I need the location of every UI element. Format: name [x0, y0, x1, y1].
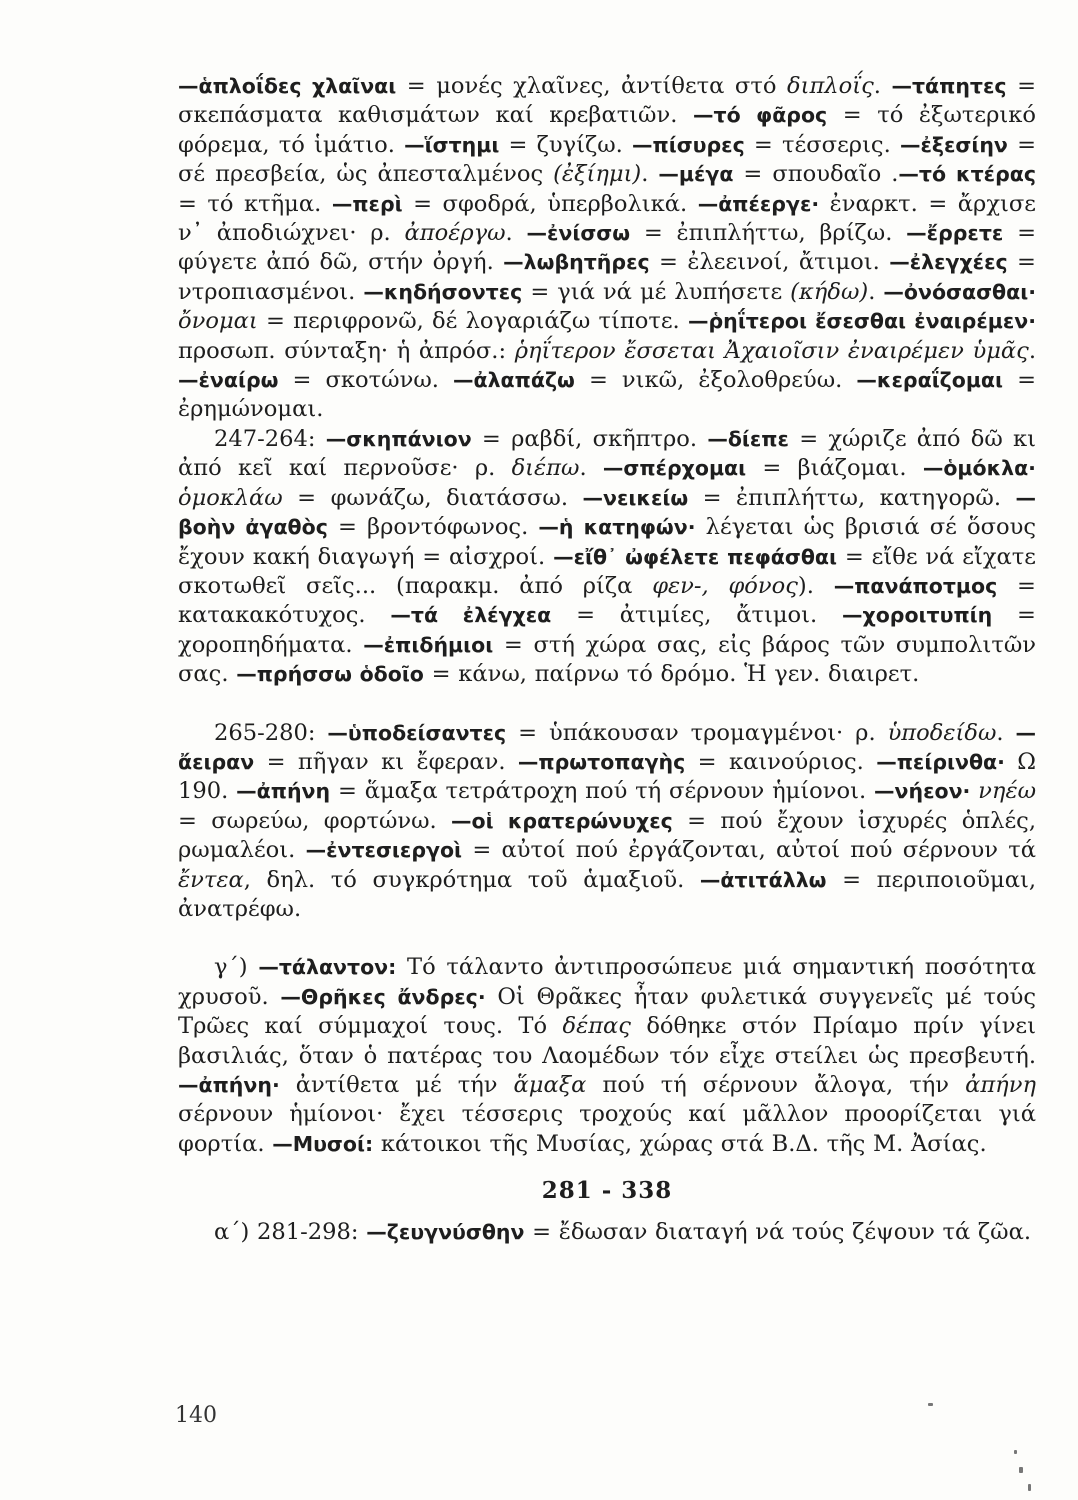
text-run: = στή χώρα σας, εἰς βάρος τῶν συμπολιτῶν σας. [178, 631, 1036, 688]
text-run: Ω 190. [178, 748, 1036, 805]
headword: —σκηπάνιον [325, 426, 472, 451]
italic-form: ἅμαξα [513, 1072, 587, 1098]
headword: —ἐπιδήμιοι [363, 632, 494, 657]
text-run: Οἱ Θρᾶκες ἦταν φυλετικά συγγενεῖς μέ τούς Τρῶες καί σύμμαχοί τους. Τό [178, 983, 1036, 1040]
headword: —ὑποδείσαντες [327, 720, 507, 745]
text-run: . [579, 455, 603, 482]
italic-form: ἔντεα [178, 866, 244, 893]
text-run: = σέ πρεσβεία, ὡς ἀπεσταλμένος [178, 131, 1037, 188]
headword: —δίεπε [707, 426, 789, 451]
text-run: = σφοδρά, ὑπερβολικά. [402, 190, 698, 217]
headword: —ἵστημι [404, 132, 500, 157]
headword: —ἡ κατηφών· [538, 515, 696, 540]
text-run: = κατακακότυχος. [178, 572, 1036, 629]
text-run: ). [797, 572, 834, 599]
headword: —ἐξεσίην [899, 132, 1008, 157]
text-run: = τό κτῆμα. [178, 190, 332, 217]
section-heading: 281 - 338 [541, 1177, 673, 1205]
text-run: = φύγετε ἀπό δῶ, στήν ὀργή. [178, 220, 1036, 276]
text-run [970, 778, 978, 804]
text-run: = χώριζε ἀπό δῶ κι ἀπό κεῖ καί περνοῦσε· ρ. [178, 425, 1037, 482]
scan-speck [1019, 1467, 1023, 1473]
headword: —ῥηΐτεροι ἔσεσθαι ἐναιρέμεν· [687, 309, 1036, 334]
text-run: = σωρεύω, φορτώνω. [178, 807, 452, 834]
text-run: = χοροπηδήματα. [178, 602, 1036, 658]
text-run: = πῆγαν κι ἔφεραν. [254, 748, 518, 775]
headword: —ἄειραν [178, 720, 1036, 774]
text-run: δόθηκε στόν Πρίαμο πρίν γίνει βασιλιάς, ὅταν ὁ πατέρας του Λαομέδων τόν εἶχε στείλει ὡς πρεσβευτή. [178, 1013, 1036, 1069]
text-run: = αὐτοί πού ἐργάζονται, αὐτοί πού σέρνουν τά [462, 837, 1036, 864]
text-run: = ἐρημώνομαι. [178, 367, 1036, 423]
text-run: πού τή σέρνουν ἄλογα, τήν [586, 1072, 966, 1098]
text-run: = καινούριος. [685, 748, 877, 775]
headword: —ἀπήνη· [178, 1073, 280, 1097]
headword: —πίσυρες [632, 132, 745, 157]
headword: —τάπητες [891, 74, 1007, 98]
text-run: = ζυγίζω. [499, 131, 632, 158]
headword: —ἁπλοΐδες χλαῖναι [178, 74, 397, 98]
text-run: . [505, 220, 527, 247]
text-run: = γιά νά μέ λυπήσετε [522, 278, 791, 305]
text-run: = ἔδωσαν διαταγή νά τούς ζέψουν τά ζῶα. [524, 1219, 1032, 1246]
headword: —κεραΐζομαι [856, 368, 1003, 393]
text-run: . [641, 161, 659, 188]
italic-form: νηέω [978, 778, 1036, 805]
text-run: = ἐλεεινοί, ἄτιμοι. [649, 249, 890, 276]
text-run: = ἅμαξα τετράτροχη πού τή σέρνουν ἡμίονοι. [330, 778, 875, 805]
text-run: = εἴθε νά εἴχατε σκοτωθεῖ σεῖς... (παρακμ. ἀπό ρίζα [178, 543, 1036, 599]
text-run: α΄) 281-298: [214, 1219, 367, 1246]
paragraph-note-gamma [178, 953, 1036, 1159]
text-run: = ὑπάκουσαν τρομαγμένοι· ρ. [506, 719, 888, 746]
text-run: = σκεπάσματα καθισμάτων καί κρεβατιῶν. [178, 73, 1037, 129]
italic-form: (ἐξίημι) [553, 161, 642, 188]
italic-form: (κήδω) [790, 278, 869, 305]
headword: —νεικείω [582, 485, 689, 510]
paragraph-glossary-1 [178, 72, 1036, 425]
headword: —λωβητῆρες [503, 250, 650, 275]
text-run: = φωνάζω, διατάσσω. [282, 484, 583, 511]
headword: —τά ἐλέγχεα [390, 603, 552, 628]
text-run: Τό τάλαντο ἀντιπροσώπευε μιά σημαντική ποσότητα χρυσοῦ. [178, 954, 1036, 1010]
text-run: σέρνουν ἡμίονοι· ἔχει τέσσερις τροχούς καί μᾶλλον προορίζεται γιά φορτία. [178, 1101, 1036, 1157]
headword: —ζευγνύσθην [366, 1220, 525, 1245]
headword: —πανάποτμος [833, 573, 998, 598]
text-run: = βροντόφωνος. [327, 514, 539, 541]
headword: —ἐνίσσω [526, 221, 631, 246]
italic-form: δέπας [562, 1013, 631, 1040]
text-run: 265-280: [214, 719, 328, 746]
text-run: = κάνω, παίρνω τό δρόμο. Ἡ γεν. διαιρετ. [423, 661, 920, 688]
paragraph-glossary-247-264 [178, 425, 1036, 690]
italic-form: ὁμοκλάω [178, 484, 283, 511]
text-run: = τέσσερις. [744, 131, 900, 158]
page-number: 140 [175, 1403, 217, 1428]
headword: —περὶ [331, 191, 403, 216]
headword: —ἀπήνη [236, 779, 331, 804]
text-run: . [996, 719, 1016, 746]
headword: —ἀτιτάλλω [699, 867, 827, 892]
text-run: = ντροπιασμένοι. [178, 249, 1036, 305]
text-run: προσωπ. σύνταξη· ἡ ἀπρόσ.: [178, 337, 515, 364]
page-body [178, 72, 1036, 1248]
text-run: . [1028, 337, 1036, 364]
headword: —τό φᾶρος [692, 103, 828, 128]
headword: —μέγα [658, 162, 734, 187]
headword: —ἐναίρω [178, 368, 279, 393]
headword: —νήεον· [874, 779, 971, 804]
italic-form: διπλοΐς [786, 73, 874, 99]
headword: —ὁμόκλα· [922, 456, 1036, 481]
paragraph-alpha-281-298 [178, 1218, 1036, 1247]
italic-form: φεν-, φόνος [652, 572, 798, 599]
italic-form: ὑποδείδω [887, 719, 997, 746]
headword: —ἐλεγχέες [889, 250, 1008, 275]
headword: —Μυσοί: [272, 1131, 374, 1156]
text-run: = νικῶ, ἐξολοθρεύω. [574, 367, 857, 394]
text-run: = πού ἔχουν ἰσχυρές ὁπλές, ρωμαλέοι. [178, 807, 1037, 864]
text-run: κάτοικοι τῆς Μυσίας, χώρας στά Β.Δ. τῆς Μ. Ἀσίας. [373, 1130, 987, 1157]
scan-speck [928, 1403, 933, 1406]
paragraph-glossary-265-280 [178, 719, 1036, 925]
italic-form: ῥηΐτερον ἔσσεται Ἀχαιοῖσιν ἐναιρέμεν ὑμᾶς [514, 337, 1029, 364]
text-run: λέγεται ὡς βρισιά σέ ὅσους ἔχουν κακή διαγωγή = αἰσχροί. [178, 514, 1036, 570]
headword: —ἐντεσιεργοὶ [305, 838, 463, 863]
text-run: , δηλ. τό συγκρότημα τοῦ ἁμαξιοῦ. [243, 866, 700, 893]
text-run: = ἐπιπλήττω, κατηγορῶ. [688, 484, 1016, 511]
headword: —ὀνόσασθαι· [883, 279, 1036, 304]
text-run: = περιφρονῶ, δέ λογαριάζω τίποτε. [257, 308, 688, 335]
text-run: = περιποιοῦμαι, ἀνατρέφω. [178, 866, 1036, 922]
text-run: = τό ἐξωτερικό φόρεμα, τό ἱμάτιο. [178, 102, 1036, 158]
headword: —σπέρχομαι [602, 456, 747, 481]
text-run: ἀντίθετα μέ τήν [279, 1072, 514, 1098]
italic-form: ὄνομαι [178, 308, 258, 335]
italic-form: διέπω [511, 455, 580, 482]
text-run: = ἐπιπλήττω, βρίζω. [630, 220, 907, 247]
headword: —τό κτέρας [898, 162, 1036, 187]
text-run: . [868, 278, 884, 305]
italic-form: ἀπήνη [965, 1072, 1036, 1098]
headword: —Θρῆκες ἄνδρες· [280, 984, 486, 1009]
headword: —πρήσσω ὁδοῖο [236, 662, 424, 687]
headword: —οἱ κρατερώνυχες [451, 808, 673, 833]
headword: —πρωτοπαγὴς [517, 749, 686, 774]
text-run: = μονές χλαῖνες, ἀντίθετα στό [396, 73, 787, 99]
scan-speck [1028, 1484, 1031, 1491]
italic-form: ἀποέργω [404, 220, 506, 247]
text-run: = ἀτιμίες, ἄτιμοι. [551, 602, 842, 629]
headword: —κηδήσοντες [363, 279, 523, 304]
text-run: ἐναρκτ. = ἄρχισε ν᾿ ἀποδιώχνει· ρ. [178, 190, 1036, 247]
headword: —πείρινθα· [876, 749, 1005, 774]
text-run: . [873, 73, 892, 99]
headword: —ἔρρετε [906, 221, 1004, 246]
headword: —εἴθ᾿ ὠφέλετε πεφάσθαι [553, 544, 837, 569]
scan-speck [1014, 1450, 1017, 1454]
headword: —ἀπέεργε· [697, 191, 820, 216]
text-run: = σκοτώνω. [278, 367, 453, 394]
headword: —ἀλαπάζω [453, 368, 575, 393]
text-run: = σπουδαῖο . [733, 161, 899, 188]
headword: —χοροιτυπίη [841, 603, 993, 628]
headword: —βοὴν ἀγαθὸς [178, 485, 1036, 540]
text-run: = βιάζομαι. [746, 455, 923, 482]
text-run: γ΄) [214, 954, 259, 981]
headword: —τάλαντον: [258, 955, 397, 980]
text-run: = ραβδί, σκῆπτρο. [471, 425, 708, 452]
text-run: 247-264: [214, 425, 326, 452]
